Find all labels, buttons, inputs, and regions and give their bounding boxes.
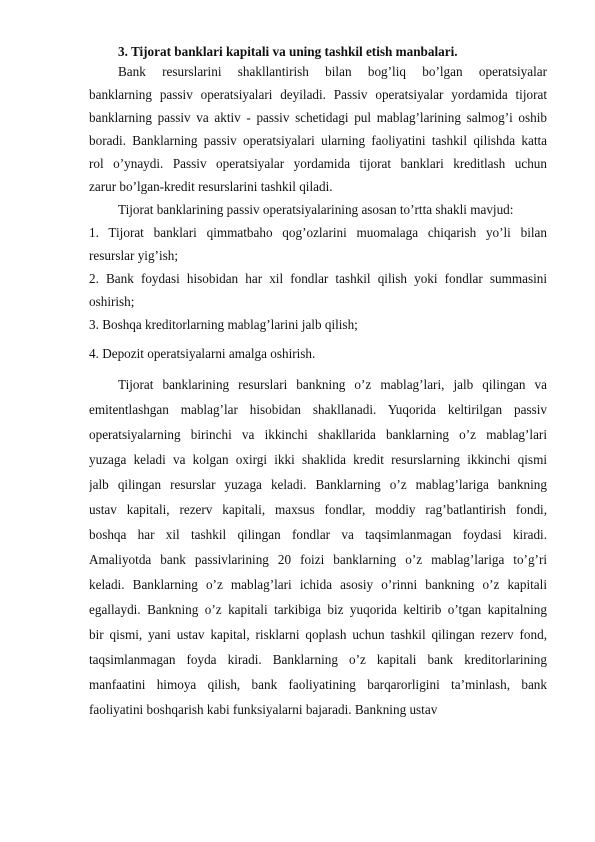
list-item: 2. Bank foydasi hisobidan har xil fondlar tashkil qilish yoki fondlar summasini <box>89 271 547 286</box>
list-item-continuation: oshirish; <box>89 294 135 309</box>
paragraph-line: boradi. Banklarning passiv operatsiyalari ularning faoliyatini tashkil qilishda katta <box>89 133 547 148</box>
paragraph-line: boshqa har xil tashkil qilingan fondlar va taqsimlanmagan foydasi kiradi. <box>89 527 547 542</box>
paragraph-line: Bank resurslarini shakllantirish bilan bog’liq bo’lgan operatsiyalar <box>118 64 547 79</box>
paragraph-line: Tijorat banklarining resurslari bankning o’z mablag’lari, jalb qilingan va <box>118 377 547 392</box>
list-item: 1. Tijorat banklari qimmatbaho qog’ozlarini muomalaga chiqarish yo’li bilan <box>89 225 547 240</box>
paragraph-line: emitentlashgan mablag’lar hisobidan shakllanadi. Yuqorida keltirilgan passiv <box>89 402 547 417</box>
paragraph-line: yuzaga keladi va kolgan oxirgi ikki shaklida kredit resurslarning ikkinchi qismi <box>89 452 547 467</box>
paragraph-line: zarur bo’lgan-kredit resurslarini tashkil qiladi. <box>89 179 333 194</box>
list-item-continuation: resurslar yig’ish; <box>89 248 178 263</box>
paragraph-line: bir qismi, yani ustav kapital, risklarni qoplash uchun tashkil qilingan rezerv fond, <box>89 627 547 642</box>
list-item: 3. Boshqa kreditorlarning mablag’larini jalb qilish; <box>89 317 358 332</box>
paragraph-line: manfaatini himoya qilish, bank faoliyatining barqarorligini ta’minlash, bank <box>89 677 547 692</box>
paragraph-line: taqsimlanmagan foyda kiradi. Banklarning o’z kapitali bank kreditorlarining <box>89 652 547 667</box>
paragraph-line: keladi. Banklarning o’z mablag’lari ichida asosiy o’rinni bankning o’z kapitali <box>89 577 547 592</box>
paragraph-line: operatsiyalarning birinchi va ikkinchi shakllarida banklarning o’z mablag’lari <box>89 427 547 442</box>
list-item: 4. Depozit operatsiyalarni amalga oshirish. <box>89 346 316 361</box>
paragraph-line: egallaydi. Bankning o’z kapitali tarkibiga biz yuqorida keltirib o’tgan kapitalning <box>89 602 547 617</box>
paragraph-line: banklarning passiv operatsiyalari deyiladi. Passiv operatsiyalar yordamida tijorat <box>89 87 547 102</box>
paragraph-line: jalb qilingan resurslar yuzaga keladi. Banklarning o’z mablag’lariga bankning <box>89 477 547 492</box>
paragraph-line: Amaliyotda bank passivlarining 20 foizi banklarning o’z mablag’lariga to’g’ri <box>89 552 547 567</box>
paragraph-line: rol o’ynaydi. Passiv operatsiyalar yordamida tijorat banklari kreditlash uchun <box>89 156 547 171</box>
paragraph-line: banklarning passiv va aktiv - passiv schetidagi pul mablag’larining salmog’i oshib <box>89 110 547 125</box>
paragraph-line: ustav kapitali, rezerv kapitali, maxsus fondlar, moddiy rag’batlantirish fondi, <box>89 502 547 517</box>
list-intro: Tijorat banklarining passiv operatsiyalarining asosan to’rtta shakli mavjud: <box>118 202 514 217</box>
section-heading: 3. Tijorat banklari kapitali va uning tashkil etish manbalari. <box>118 44 458 59</box>
paragraph-line: faoliyatini boshqarish kabi funksiyalarni bajaradi. Bankning ustav <box>89 702 438 717</box>
